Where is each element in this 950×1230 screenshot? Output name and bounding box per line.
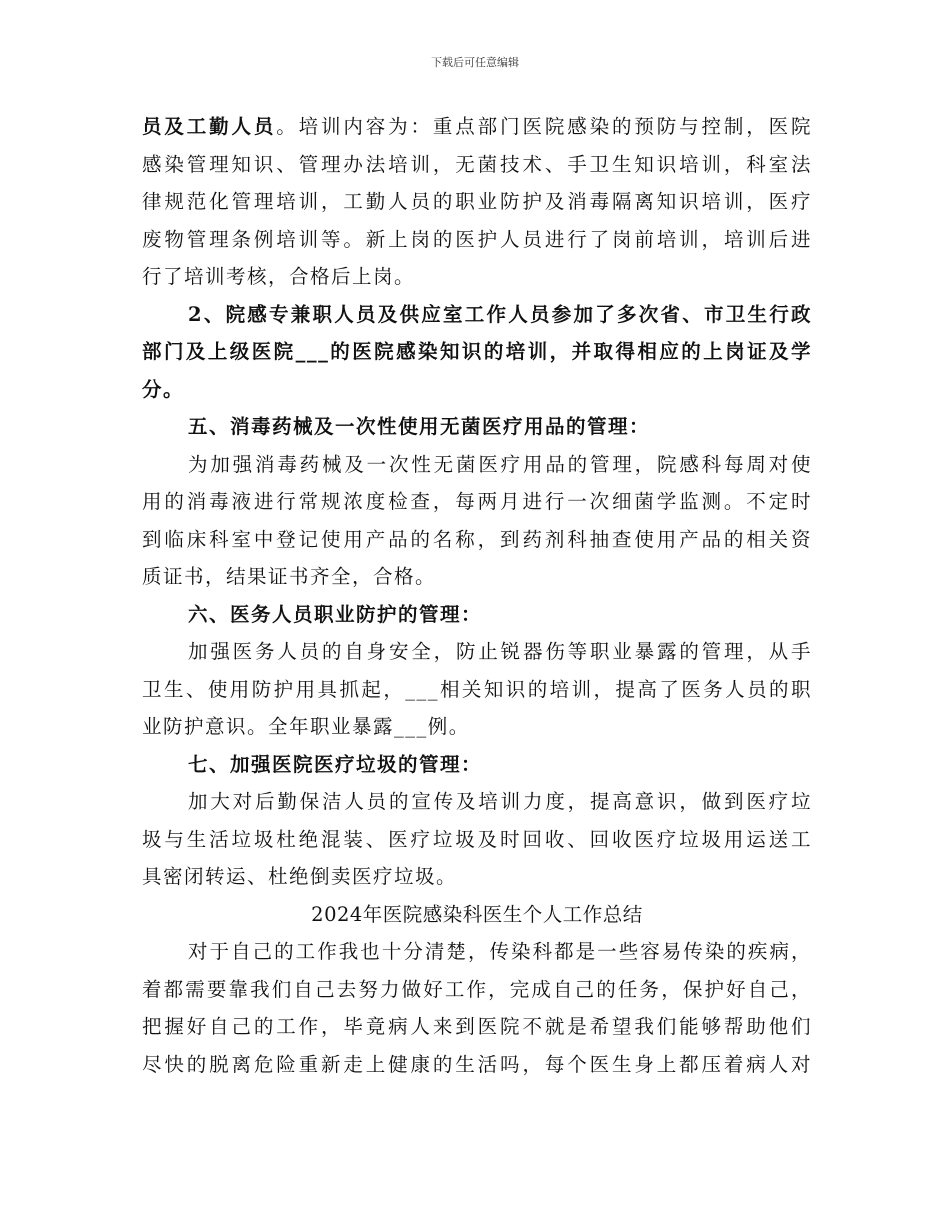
- paragraph-line: 用的消毒液进行常规浓度检查，每两月进行一次细菌学监测。不定时: [142, 490, 812, 513]
- paragraph-line: 律规范化管理培训，工勤人员的职业防护及消毒隔离知识培训，医疗: [142, 190, 812, 213]
- paragraph-line: 业防护意识。全年职业暴露___例。: [142, 715, 470, 738]
- paragraph-line: 到临床科室中登记使用产品的名称，到药剂科抽查使用产品的相关资: [142, 527, 812, 551]
- paragraph-line: 为加强消毒药械及一次性无菌医疗用品的管理，院感科每周对使: [188, 452, 812, 476]
- document-title: 2024年医院感染科医生个人工作总结: [311, 902, 643, 926]
- paragraph-line: 行了培训考核，合格后上岗。: [142, 265, 416, 288]
- section-heading: 七、加强医院医疗垃圾的管理：: [188, 752, 483, 776]
- paragraph-line: 感染管理知识、管理办法培训，无菌技术、手卫生知识培训，科室法: [142, 152, 812, 176]
- paragraph-line: 尽快的脱离危险重新走上健康的生活吗，每个医生身上都压着病人对: [142, 1052, 812, 1076]
- paragraph-line: 加强医务人员的自身安全，防止锐器伤等职业暴露的管理，从手: [188, 640, 812, 663]
- paragraph-line: 分。: [142, 377, 185, 401]
- paragraph-line: 质证书，结果证书齐全，合格。: [142, 565, 437, 588]
- paragraph-line: [142, 108, 812, 146]
- text-run: 。培训内容为：重点部门医院感染的预防与控制，医院: [276, 115, 812, 138]
- paragraph-line: 圾与生活垃圾杜绝混装、医疗垃圾及时回收、回收医疗垃圾用运送工: [142, 827, 812, 851]
- section-heading: 六、医务人员职业防护的管理：: [188, 602, 483, 626]
- paragraph-line: 卫生、使用防护用具抓起，___相关知识的培训，提高了医务人员的职: [142, 677, 812, 701]
- paragraph-line: 2、院感专兼职人员及供应室工作人员参加了多次省、市卫生行政: [188, 302, 812, 326]
- section-heading: 五、消毒药械及一次性使用无菌医疗用品的管理：: [188, 415, 651, 438]
- bold-run: 员及工勤人员: [142, 115, 277, 138]
- paragraph-line: 把握好自己的工作，毕竟病人来到医院不就是希望我们能够帮助他们: [142, 1015, 812, 1038]
- page-header: 下载后可任意编辑: [431, 56, 519, 69]
- paragraph-line: 具密闭转运、杜绝倒卖医疗垃圾。: [142, 865, 458, 888]
- document-body: [142, 108, 812, 1083]
- paragraph-line: 着都需要靠我们自己去努力做好工作，完成自己的任务，保护好自己，: [142, 977, 812, 1001]
- paragraph-line: 部门及上级医院___的医院感染知识的培训，并取得相应的上岗证及学: [142, 340, 812, 363]
- paragraph-line: 加大对后勤保洁人员的宣传及培训力度，提高意识，做到医疗垃: [188, 790, 812, 813]
- paragraph-line: 对于自己的工作我也十分清楚，传染科都是一些容易传染的疾病，: [188, 940, 812, 963]
- paragraph-line: 废物管理条例培训等。新上岗的医护人员进行了岗前培训，培训后进: [142, 227, 812, 251]
